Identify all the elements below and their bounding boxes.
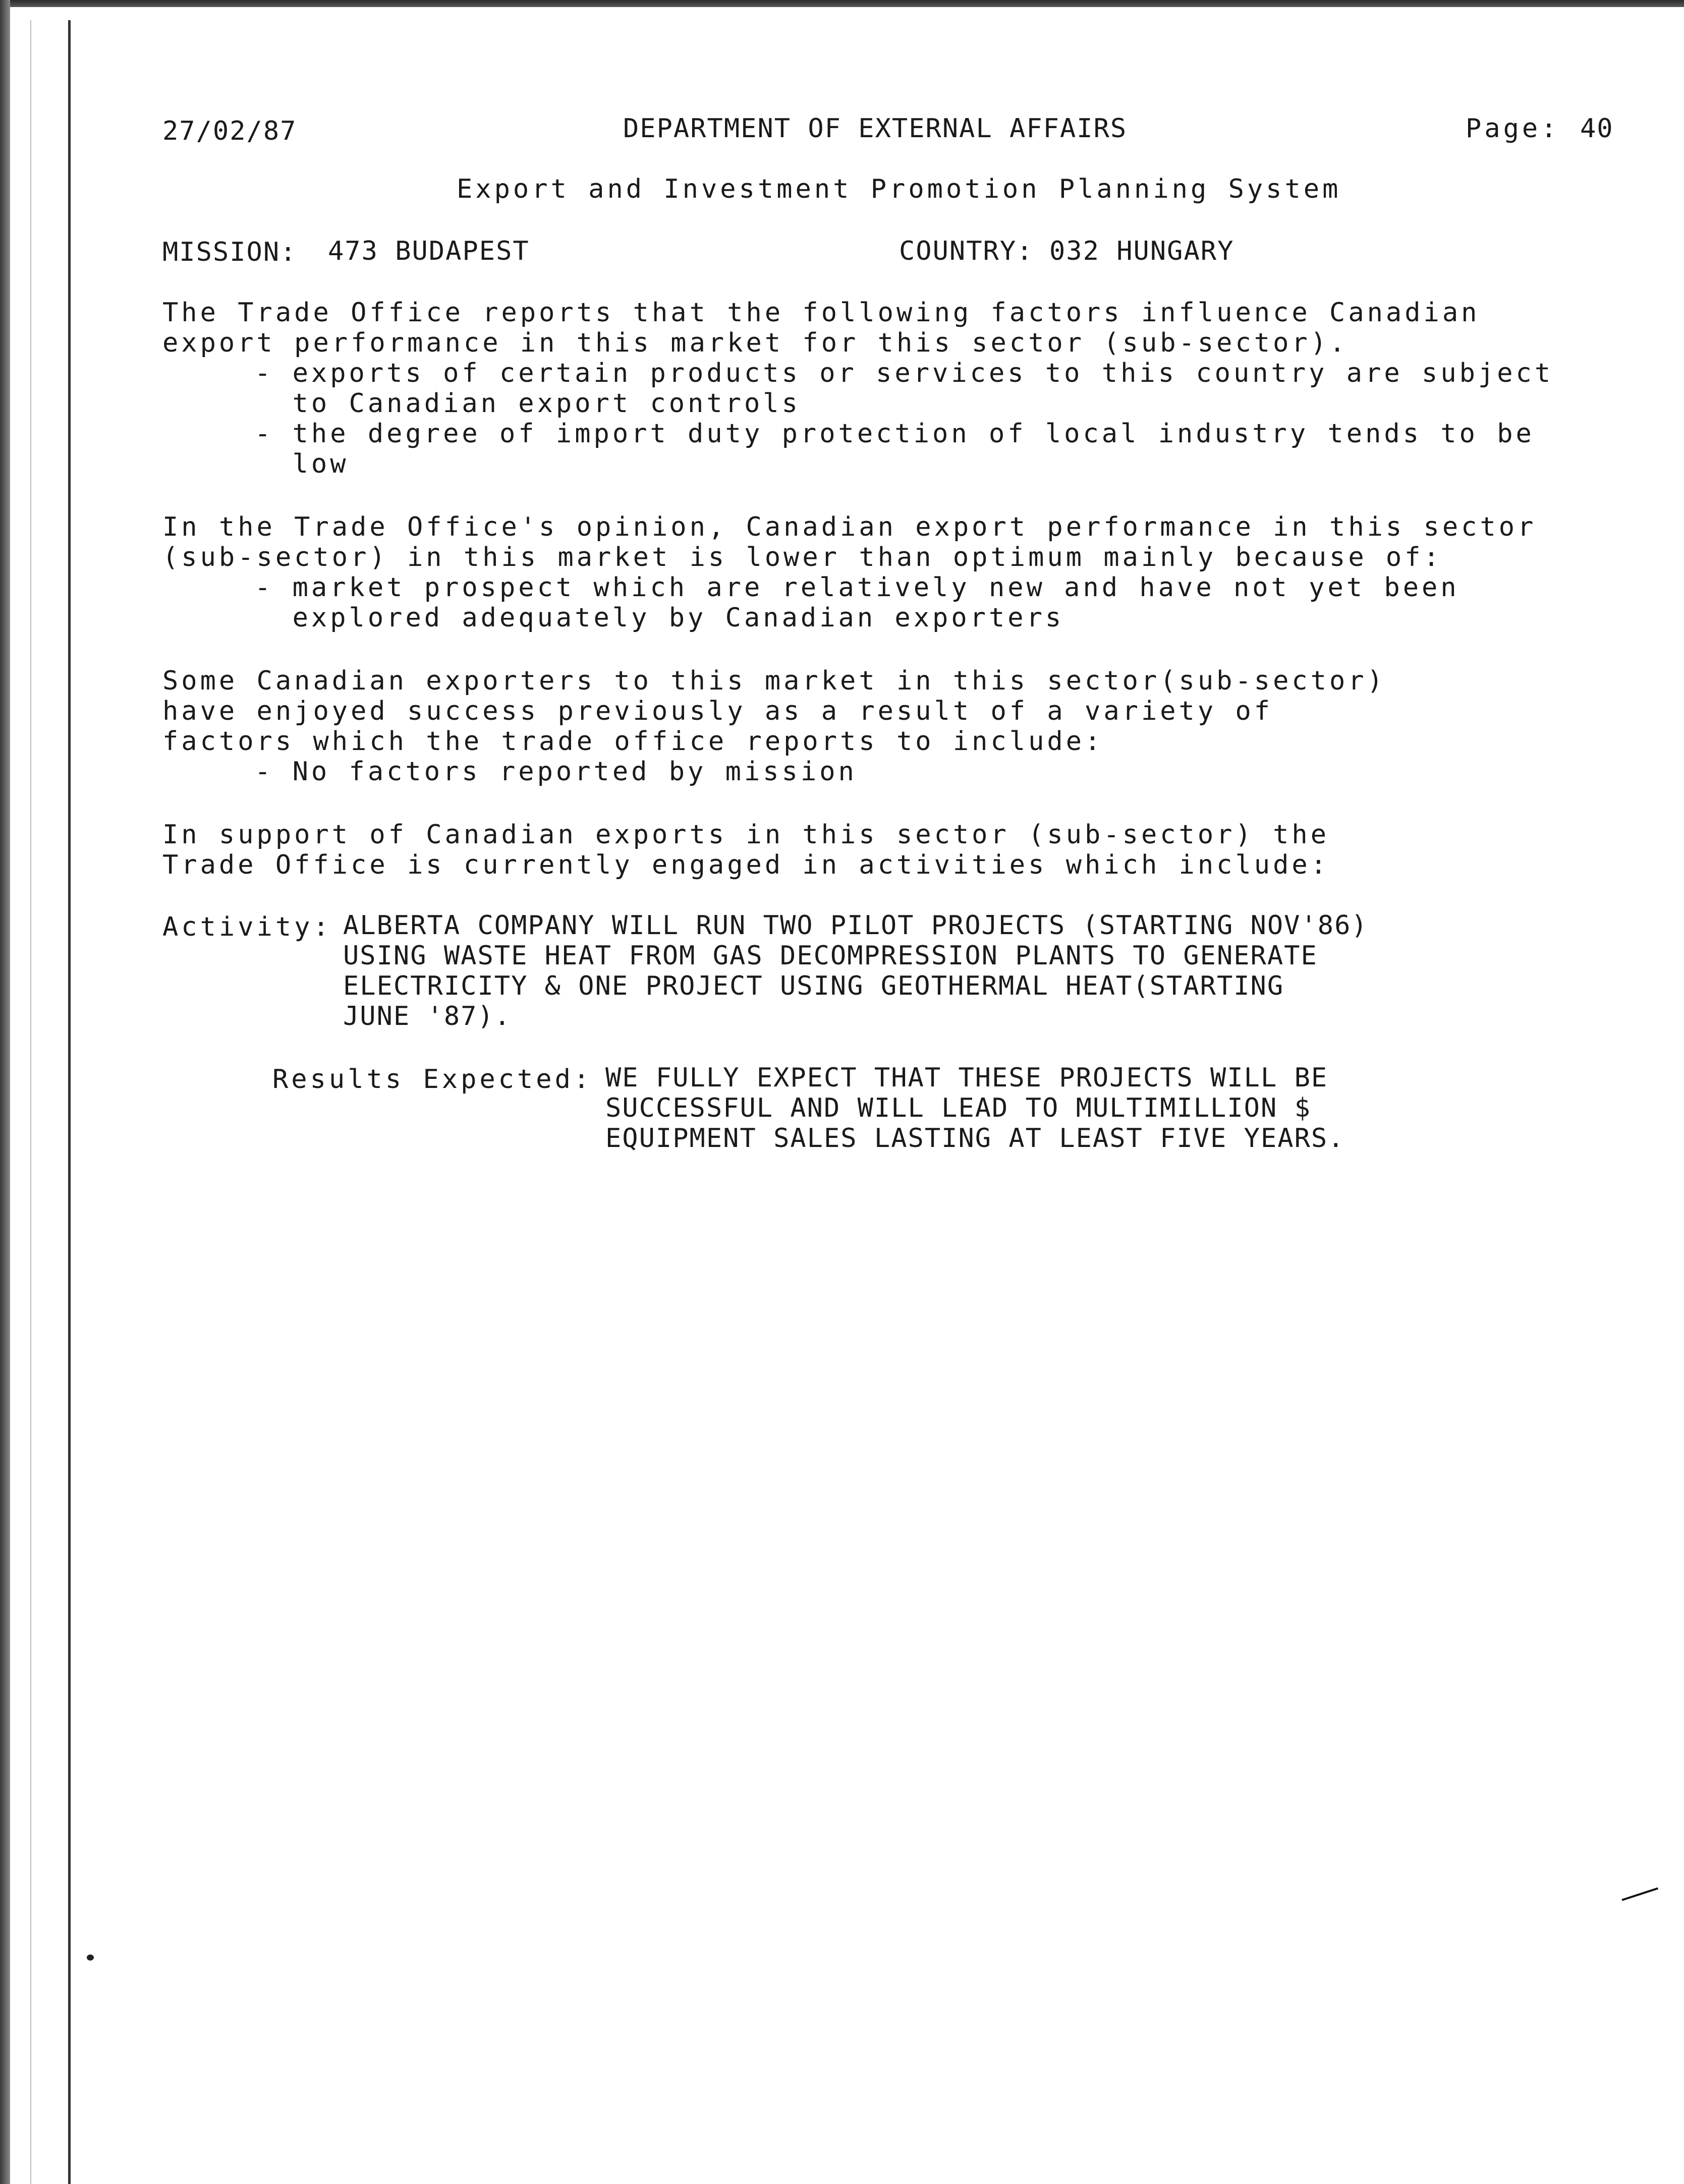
activity-line-1: ALBERTA COMPANY WILL RUN TWO PILOT PROJECTS (STARTING NOV'86): [343, 910, 1368, 941]
scan-top-edge: [0, 0, 1684, 7]
activity-line-3: ELECTRICITY & ONE PROJECT USING GEOTHERMAL HEAT(STARTING: [343, 971, 1284, 1001]
opinion-item-1-line-1: - market prospect which are relatively new and have not yet been: [255, 572, 1460, 603]
factors-item-2-line-2: low: [255, 449, 349, 479]
factors-intro-line-1: The Trade Office reports that the following factors influence Canadian: [162, 298, 1480, 328]
success-intro-line-3: factors which the trade office reports to include:: [162, 726, 1104, 757]
activity-line-4: JUNE '87).: [343, 1001, 512, 1031]
factors-intro-line-2: export performance in this market for this sector (sub-sector).: [162, 328, 1349, 358]
success-intro-line-2: have enjoyed success previously as a result of a variety of: [162, 696, 1273, 726]
country-value: 032 HUNGARY: [1049, 236, 1234, 266]
department-title: DEPARTMENT OF EXTERNAL AFFAIRS: [623, 113, 1128, 144]
opinion-intro-line-2: (sub-sector) in this market is lower than optimum mainly because of:: [162, 542, 1442, 572]
results-line-2: SUCCESSFUL AND WILL LEAD TO MULTIMILLION $: [605, 1093, 1311, 1123]
mission-label: MISSION:: [162, 237, 297, 267]
scan-binding-line: [68, 20, 71, 2184]
country-label: COUNTRY:: [899, 236, 1034, 266]
activity-line-2: USING WASTE HEAT FROM GAS DECOMPRESSION PLANTS TO GENERATE: [343, 941, 1318, 971]
scan-pen-mark: [1621, 1887, 1658, 1901]
support-intro-line-2: Trade Office is currently engaged in activities which include:: [162, 850, 1330, 880]
factors-item-1-line-1: - exports of certain products or services to this country are subject: [255, 358, 1554, 388]
page-label: Page:: [1466, 113, 1560, 144]
mission-value: 473 BUDAPEST: [328, 236, 530, 266]
results-expected-label: Results Expected:: [272, 1064, 593, 1095]
results-line-3: EQUIPMENT SALES LASTING AT LEAST FIVE YEARS.: [605, 1123, 1345, 1154]
report-date: 27/02/87: [162, 116, 297, 146]
success-item-1: - No factors reported by mission: [255, 757, 857, 787]
scan-speck: [87, 1955, 94, 1961]
page-number: 40: [1580, 113, 1614, 144]
support-intro-line-1: In support of Canadian exports in this sector (sub-sector) the: [162, 820, 1330, 850]
scan-left-edge: [0, 0, 10, 2184]
opinion-intro-line-1: In the Trade Office's opinion, Canadian export performance in this sector: [162, 512, 1537, 542]
activity-label: Activity:: [162, 912, 332, 942]
opinion-item-1-line-2: explored adequately by Canadian exporters: [255, 603, 1064, 633]
factors-item-1-line-2: to Canadian export controls: [255, 388, 801, 419]
system-title: Export and Investment Promotion Planning System: [457, 174, 1341, 204]
scan-margin-line: [30, 20, 31, 2184]
results-line-1: WE FULLY EXPECT THAT THESE PROJECTS WILL BE: [605, 1063, 1328, 1093]
success-intro-line-1: Some Canadian exporters to this market in this sector(sub-sector): [162, 666, 1386, 696]
factors-item-2-line-1: - the degree of import duty protection of local industry tends to be: [255, 419, 1535, 449]
